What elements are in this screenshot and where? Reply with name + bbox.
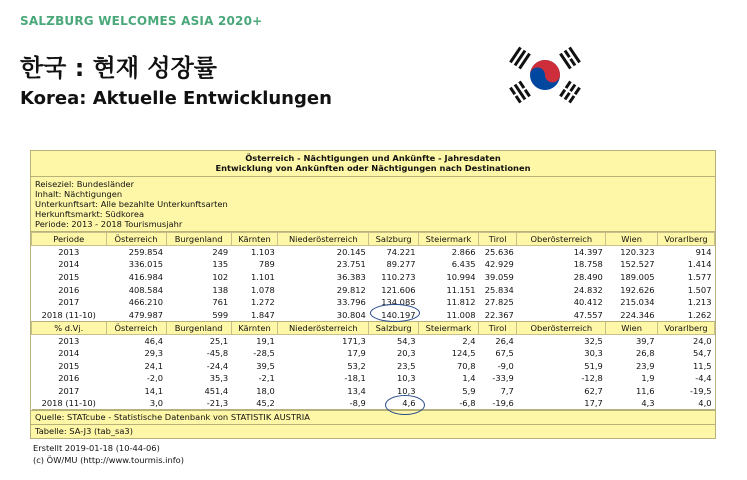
value-cell: 67,5 <box>495 347 514 358</box>
value-cell: 599 <box>166 308 231 321</box>
column-header: Salzburg <box>369 233 419 246</box>
value-cell: 18.758 <box>573 259 603 270</box>
value-cell: -45,8 <box>206 347 229 358</box>
trigram-top-right <box>559 47 581 70</box>
value-cell: 42.929 <box>484 259 514 270</box>
value-cell: 23.751 <box>336 259 366 270</box>
column-header: Vorarlberg <box>658 233 715 246</box>
value-cell: 1.414 <box>687 259 712 270</box>
column-header: Burgenland <box>166 233 231 246</box>
value-cell: 171,3 <box>342 335 366 346</box>
value-cell: 25.636 <box>484 247 514 258</box>
value-cell: 189.005 <box>620 271 655 282</box>
value-cell: 22.367 <box>479 308 517 321</box>
value-cell: 10.994 <box>446 271 476 282</box>
value-cell: 11,6 <box>636 385 655 396</box>
value-cell: 26,4 <box>495 335 514 346</box>
value-cell: 17,7 <box>517 397 606 410</box>
value-cell: 40.412 <box>573 297 603 308</box>
value-cell: 259.854 <box>128 247 164 258</box>
value-cell: 479.987 <box>106 308 166 321</box>
value-cell: 121.606 <box>381 284 416 295</box>
footer <box>33 443 184 466</box>
value-cell: -19,5 <box>690 385 712 396</box>
highlight-circle-salzburg-2018 <box>370 304 420 322</box>
value-cell: 29,3 <box>144 347 164 358</box>
report-title: Österreich - Nächtigungen und Ankünfte - Jahresdaten <box>245 153 501 163</box>
column-header: Oberösterreich <box>517 233 606 246</box>
value-cell: 29.812 <box>336 284 366 295</box>
table-row <box>32 372 715 385</box>
value-cell: 140.197 <box>369 308 419 321</box>
page-title-german: Korea: Aktuelle Entwicklungen <box>20 88 332 109</box>
table-row <box>32 271 715 284</box>
value-cell: 120.323 <box>620 247 655 258</box>
value-cell: 11.151 <box>446 284 476 295</box>
meta-line: Periode: 2013 - 2018 Tourismusjahr <box>35 219 183 229</box>
value-cell: 110.273 <box>381 271 416 282</box>
taegeuk-symbol <box>530 60 560 90</box>
column-header: Niederösterreich <box>278 233 369 246</box>
table-row <box>32 246 715 259</box>
column-header: Burgenland <box>166 321 231 334</box>
period-cell: 2013 <box>58 335 80 346</box>
source-note: Quelle: STATcube - Statistische Datenbank von STATISTIK AUSTRIA <box>31 410 715 424</box>
value-cell: 1,9 <box>641 373 655 384</box>
value-cell: 10,3 <box>397 385 416 396</box>
value-cell: 4,3 <box>606 397 658 410</box>
value-cell: 2.866 <box>451 247 476 258</box>
value-cell: 26,8 <box>636 347 655 358</box>
column-header: Periode <box>32 233 107 246</box>
value-cell: 11.008 <box>419 308 479 321</box>
value-cell: 1.103 <box>251 247 275 258</box>
value-cell: 62,7 <box>584 385 603 396</box>
value-cell: -21,3 <box>166 397 231 410</box>
value-cell: 2,4 <box>462 335 476 346</box>
column-header: Wien <box>606 321 658 334</box>
value-cell: 39,5 <box>256 360 275 371</box>
value-cell: 466.210 <box>128 297 164 308</box>
value-cell: 215.034 <box>620 297 655 308</box>
value-cell: 336.015 <box>128 259 164 270</box>
table-header-row <box>32 233 715 246</box>
copyright: (c) ÖW/MU (http://www.tourmis.info) <box>33 454 184 465</box>
value-cell: 23,5 <box>397 360 416 371</box>
value-cell: 1.262 <box>658 308 715 321</box>
column-header: Niederösterreich <box>278 321 369 334</box>
period-cell: 2013 <box>58 247 80 258</box>
value-cell: 1.847 <box>231 308 278 321</box>
value-cell: 11.812 <box>446 297 476 308</box>
value-cell: 35,3 <box>209 373 229 384</box>
value-cell: 25.834 <box>484 284 514 295</box>
value-cell: 451,4 <box>204 385 229 396</box>
table-row <box>32 258 715 271</box>
value-cell: 28.490 <box>573 271 603 282</box>
value-cell: 789 <box>258 259 275 270</box>
value-cell: 914 <box>695 247 712 258</box>
meta-line: Reiseziel: Bundesländer <box>35 179 135 189</box>
value-cell: 36.383 <box>336 271 366 282</box>
column-header: Oberösterreich <box>517 321 606 334</box>
value-cell: 51,9 <box>584 360 603 371</box>
period-cell: 2015 <box>58 271 80 282</box>
value-cell: 19,1 <box>256 335 275 346</box>
trigram-bottom-left <box>509 81 531 104</box>
meta-line: Herkunftsmarkt: Südkorea <box>35 209 145 219</box>
value-cell: 13,4 <box>347 385 366 396</box>
column-header: % d.Vj. <box>32 321 107 334</box>
value-cell: 138 <box>212 284 229 295</box>
value-cell: 18,0 <box>256 385 275 396</box>
value-cell: 4,0 <box>658 397 715 410</box>
table-row <box>32 334 715 347</box>
value-cell: 33.796 <box>336 297 366 308</box>
value-cell: -6,8 <box>419 397 479 410</box>
value-cell: 30.804 <box>278 308 369 321</box>
period-cell: 2015 <box>58 360 80 371</box>
value-cell: 54,7 <box>693 347 712 358</box>
value-cell: 1.078 <box>251 284 275 295</box>
value-cell: 45,2 <box>231 397 278 410</box>
value-cell: -24,4 <box>206 360 229 371</box>
value-cell: 24.832 <box>573 284 603 295</box>
meta-line: Inhalt: Nächtigungen <box>35 189 123 199</box>
table-row <box>32 359 715 372</box>
value-cell: -12,8 <box>581 373 603 384</box>
value-cell: 32,5 <box>584 335 603 346</box>
south-korea-flag-icon <box>503 44 587 106</box>
value-cell: 53,2 <box>347 360 366 371</box>
value-cell: 192.626 <box>620 284 655 295</box>
value-cell: 70,8 <box>457 360 476 371</box>
report-meta <box>31 177 715 232</box>
column-header: Kärnten <box>231 233 278 246</box>
value-cell: -19,6 <box>479 397 517 410</box>
trigram-top-left <box>509 47 531 70</box>
table-row <box>32 347 715 360</box>
column-header: Wien <box>606 233 658 246</box>
value-cell: 20,3 <box>397 347 416 358</box>
value-cell: 6.435 <box>451 259 476 270</box>
statistics-report <box>30 150 716 439</box>
value-cell: 408.584 <box>128 284 164 295</box>
value-cell: 135 <box>212 259 229 270</box>
period-cell: 2018 (11-10) <box>32 397 107 410</box>
column-header: Österreich <box>106 321 166 334</box>
value-cell: 23,9 <box>636 360 655 371</box>
value-cell: 1.577 <box>687 271 712 282</box>
column-header: Kärnten <box>231 321 278 334</box>
value-cell: 1.213 <box>687 297 712 308</box>
report-header <box>31 151 715 177</box>
highlight-circle-salzburg-growth-2018 <box>385 395 425 415</box>
value-cell: 1.272 <box>251 297 275 308</box>
value-cell: 14,1 <box>144 385 164 396</box>
value-cell: -4,4 <box>695 373 712 384</box>
column-header: Tirol <box>479 233 517 246</box>
value-cell: 47.557 <box>517 308 606 321</box>
meta-line: Unterkunftsart: Alle bezahlte Unterkunftsarten <box>35 199 228 209</box>
period-cell: 2016 <box>58 373 80 384</box>
table-row <box>32 283 715 296</box>
created-date: Erstellt 2019-01-18 (10-44-06) <box>33 443 160 453</box>
period-cell: 2014 <box>58 347 80 358</box>
value-cell: 24,1 <box>144 360 164 371</box>
value-cell: 3,0 <box>106 397 166 410</box>
value-cell: -2,0 <box>146 373 164 384</box>
value-cell: 249 <box>212 247 229 258</box>
value-cell: 124,5 <box>451 347 476 358</box>
value-cell: -28,5 <box>253 347 275 358</box>
column-header: Österreich <box>106 233 166 246</box>
value-cell: 24,0 <box>693 335 712 346</box>
value-cell: 7,7 <box>500 385 514 396</box>
period-cell: 2017 <box>58 297 80 308</box>
period-cell: 2017 <box>58 385 80 396</box>
value-cell: 54,3 <box>397 335 416 346</box>
value-cell: 152.527 <box>620 259 655 270</box>
value-cell: 416.984 <box>128 271 164 282</box>
column-header: Steiermark <box>419 321 479 334</box>
value-cell: 27.825 <box>484 297 514 308</box>
pct-header-row <box>32 321 715 334</box>
column-header: Tirol <box>479 321 517 334</box>
value-cell: 761 <box>212 297 229 308</box>
value-cell: -18,1 <box>344 373 366 384</box>
value-cell: 102 <box>212 271 229 282</box>
value-cell: -9,0 <box>497 360 514 371</box>
period-cell: 2014 <box>58 259 80 270</box>
value-cell: 39,7 <box>636 335 655 346</box>
value-cell: 1.101 <box>251 271 275 282</box>
value-cell: 1,4 <box>462 373 476 384</box>
trigram-bottom-right <box>559 81 581 104</box>
report-subtitle: Entwicklung von Ankünften oder Nächtigungen nach Destinationen <box>215 163 531 173</box>
value-cell: 25,1 <box>209 335 229 346</box>
overnight-stays-table <box>31 232 715 410</box>
value-cell: 10,3 <box>397 373 416 384</box>
period-cell: 2016 <box>58 284 80 295</box>
table-row <box>32 296 715 309</box>
value-cell: -2,1 <box>258 373 275 384</box>
value-cell: 4,6 <box>369 397 419 410</box>
value-cell: 39.059 <box>484 271 514 282</box>
period-cell: 2018 (11-10) <box>32 308 107 321</box>
value-cell: 46,4 <box>144 335 164 346</box>
column-header: Steiermark <box>419 233 479 246</box>
value-cell: 30,3 <box>584 347 603 358</box>
value-cell: 20.145 <box>336 247 366 258</box>
value-cell: 1.507 <box>687 284 712 295</box>
table-id: Tabelle: SA-J3 (tab_sa3) <box>31 424 715 438</box>
column-header: Vorarlberg <box>658 321 715 334</box>
value-cell: -8,9 <box>278 397 369 410</box>
value-cell: 89.277 <box>386 259 416 270</box>
value-cell: 134.085 <box>381 297 416 308</box>
value-cell: 14.397 <box>573 247 603 258</box>
table-row <box>32 397 715 410</box>
value-cell: 224.346 <box>606 308 658 321</box>
value-cell: 5,9 <box>462 385 476 396</box>
value-cell: 11,5 <box>693 360 712 371</box>
table-row <box>32 384 715 397</box>
column-header: Salzburg <box>369 321 419 334</box>
value-cell: -33,9 <box>492 373 514 384</box>
value-cell: 74.221 <box>386 247 416 258</box>
brand-label: SALZBURG WELCOMES ASIA 2020+ <box>20 14 263 28</box>
value-cell: 17,9 <box>347 347 366 358</box>
page-title-korean: 한국 : 현재 성장률 <box>20 54 217 82</box>
